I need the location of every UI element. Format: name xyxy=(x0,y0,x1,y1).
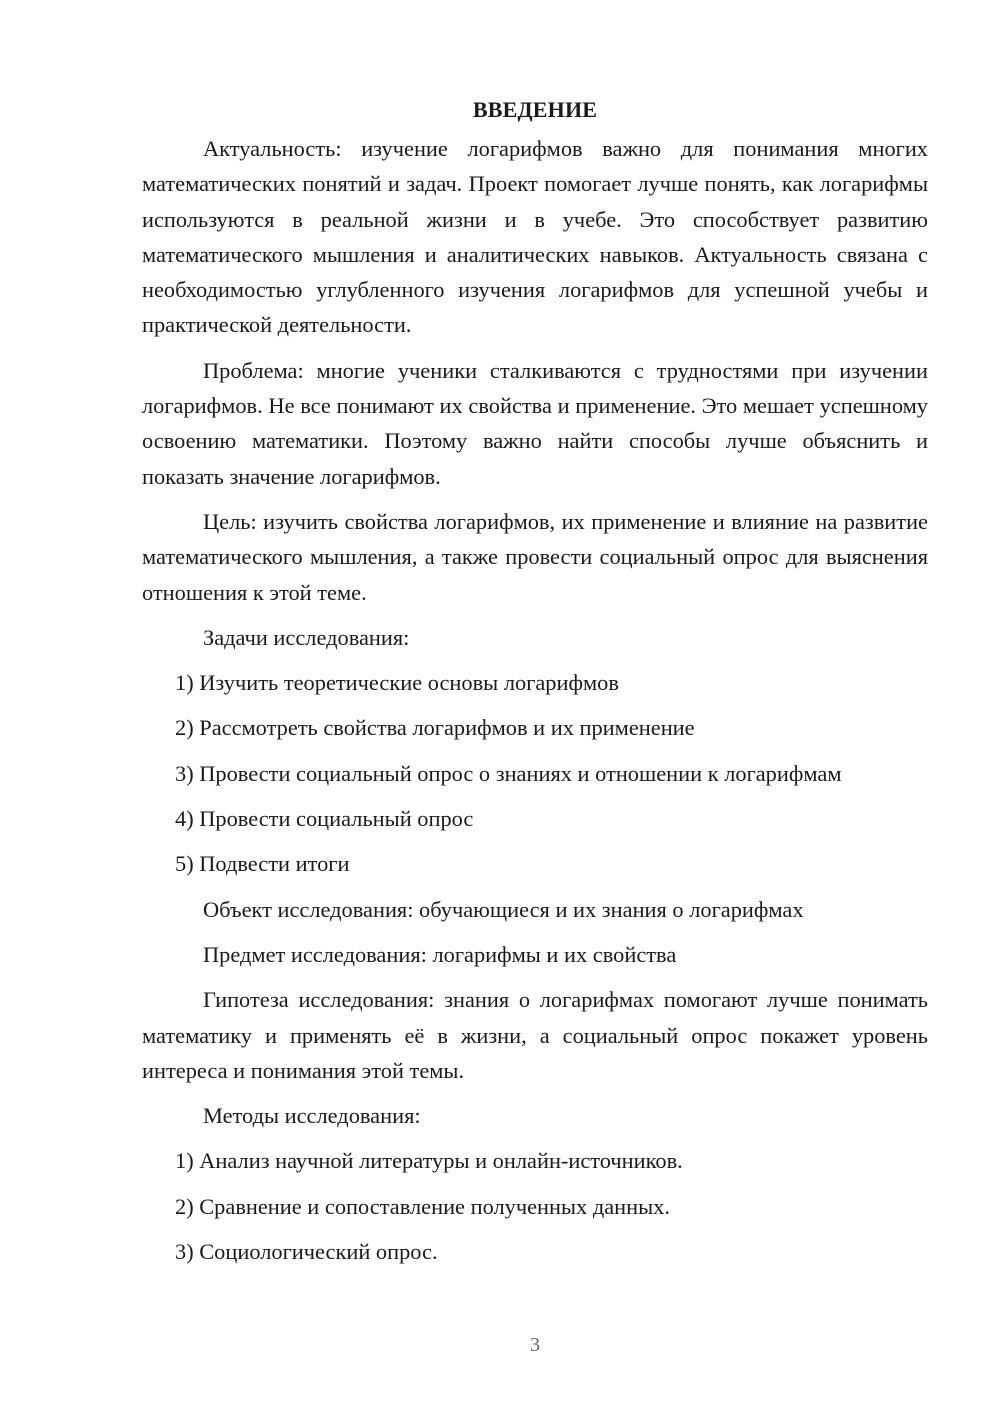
task-item: 4) Провести социальный опрос xyxy=(175,806,474,832)
tasks-title: Задачи исследования: xyxy=(203,624,410,650)
methods-title: Методы исследования: xyxy=(203,1103,421,1129)
relevance-paragraph: Актуальность: изучение логарифмов важно для понимания многих математических понятий и задач. Проект помогает лучше понять, как логарифмы используются в реальной жизни и в учебе. Это способствует развитию математического мышления и аналитических навыков. Актуальность связана с необходимостью углубленного изучения логарифмов для успешной учебы и практической деятельности. xyxy=(142,136,928,338)
goal-paragraph: Цель: изучить свойства логарифмов, их применение и влияние на развитие математического мышления, а также провести социальный опрос для выяснения отношения к этой теме. xyxy=(142,508,928,605)
method-item: 1) Анализ научной литературы и онлайн-источников. xyxy=(175,1148,683,1174)
page-number: 3 xyxy=(530,1334,540,1356)
section-heading: ВВЕДЕНИЕ xyxy=(472,97,598,122)
task-item: 1) Изучить теоретические основы логарифмов xyxy=(175,670,619,696)
task-item: 3) Провести социальный опрос о знаниях и отношении к логарифмам xyxy=(175,760,842,786)
task-item: 2) Рассмотреть свойства логарифмов и их применение xyxy=(175,715,695,741)
research-object: Объект исследования: обучающиеся и их знания о логарифмах xyxy=(203,896,804,922)
method-item: 3) Социологический опрос. xyxy=(175,1239,438,1265)
research-subject: Предмет исследования: логарифмы и их свойства xyxy=(203,941,677,967)
task-item: 5) Подвести итоги xyxy=(175,851,350,877)
problem-paragraph: Проблема: многие ученики сталкиваются с трудностями при изучении логарифмов. Не все понимают их свойства и применение. Это мешает успешному освоению математики. Поэтому важно найти способы лучше объяснить и показать значение логарифмов. xyxy=(142,357,928,489)
document-page xyxy=(142,94,928,1279)
hypothesis-paragraph: Гипотеза исследования: знания о логарифмах помогают лучше понимать математику и применять её в жизни, а социальный опрос покажет уровень интереса и понимания этой темы. xyxy=(142,987,928,1083)
method-item: 2) Сравнение и сопоставление полученных данных. xyxy=(175,1193,670,1219)
